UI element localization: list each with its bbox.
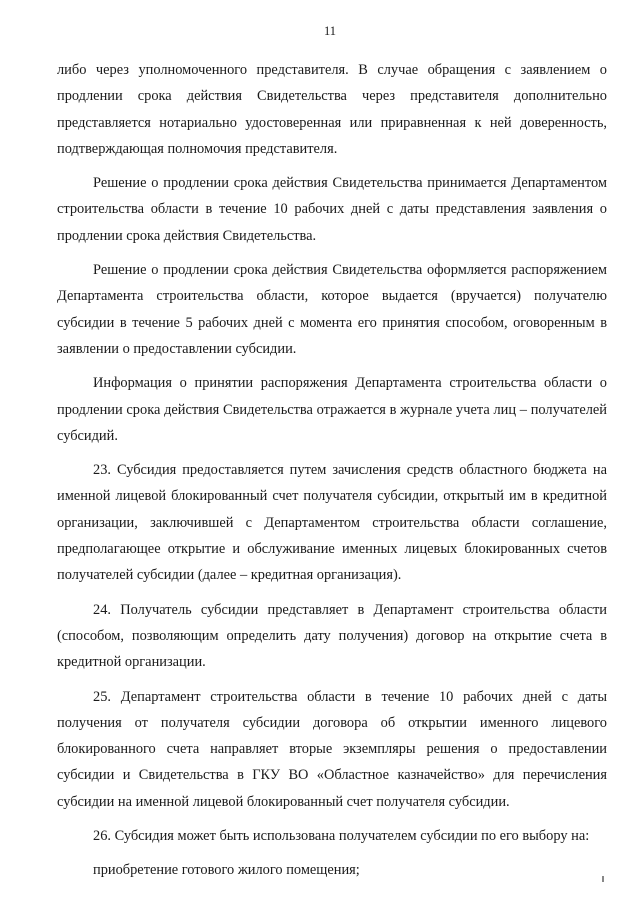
clause-23: 23. Субсидия предоставляется путем зачисления средств областного бюджета на именной лицевой блокированный счет получателя субсидии, открытый им в кредитной организации, заключившей с Департаментом строительства области соглашение, предполагающее открытие и обслуживание именных лицевых блокированных счетов получателей субсидии (далее – кредитная организация). xyxy=(57,462,607,584)
list-item-purchase: приобретение готового жилого помещения; xyxy=(93,862,360,879)
paragraph-continuation: либо через уполномоченного представителя. В случае обращения с заявлением о продлении срока действия Свидетельства через представителя дополнительно представляется нотариально удостоверенная или приравненная к ней доверенность, подтверждающая полномочия представителя. xyxy=(57,62,607,157)
scan-edge-mark xyxy=(602,876,604,882)
paragraph-extension-decision: Решение о продлении срока действия Свидетельства принимается Департаментом строительства области в течение 10 рабочих дней с даты представления заявления о продлении срока действия Свидетельства. xyxy=(57,175,607,244)
paragraph-extension-journal: Информация о принятии распоряжения Департамента строительства области о продлении срока действия Свидетельства отражается в журнале учета лиц – получателей субсидий. xyxy=(57,375,607,444)
document-body xyxy=(57,57,607,892)
paragraph-extension-order: Решение о продлении срока действия Свидетельства оформляется распоряжением Департамента строительства области, которое выдается (вручается) получателю субсидии в течение 5 рабочих дней с момента его принятия способом, оговоренным в заявлении о предоставлении субсидии. xyxy=(57,262,607,357)
page-number: 11 xyxy=(323,24,337,38)
clause-26: 26. Субсидия может быть использована получателем субсидии по его выбору на: xyxy=(93,828,590,845)
clause-25: 25. Департамент строительства области в течение 10 рабочих дней с даты получения от получателя субсидии договора об открытии именного лицевого блокированного счета направляет вторые экземпляры решения о предоставлении субсидии и Свидетельства в ГКУ ВО «Областное казначейство» для перечисления субсидии на именной лицевой блокированный счет получателя субсидии. xyxy=(57,688,607,810)
clause-24: 24. Получатель субсидии представляет в Департамент строительства области (способом, позволяющим определить дату получения) договор на открытие счета в кредитной организации. xyxy=(57,601,607,671)
